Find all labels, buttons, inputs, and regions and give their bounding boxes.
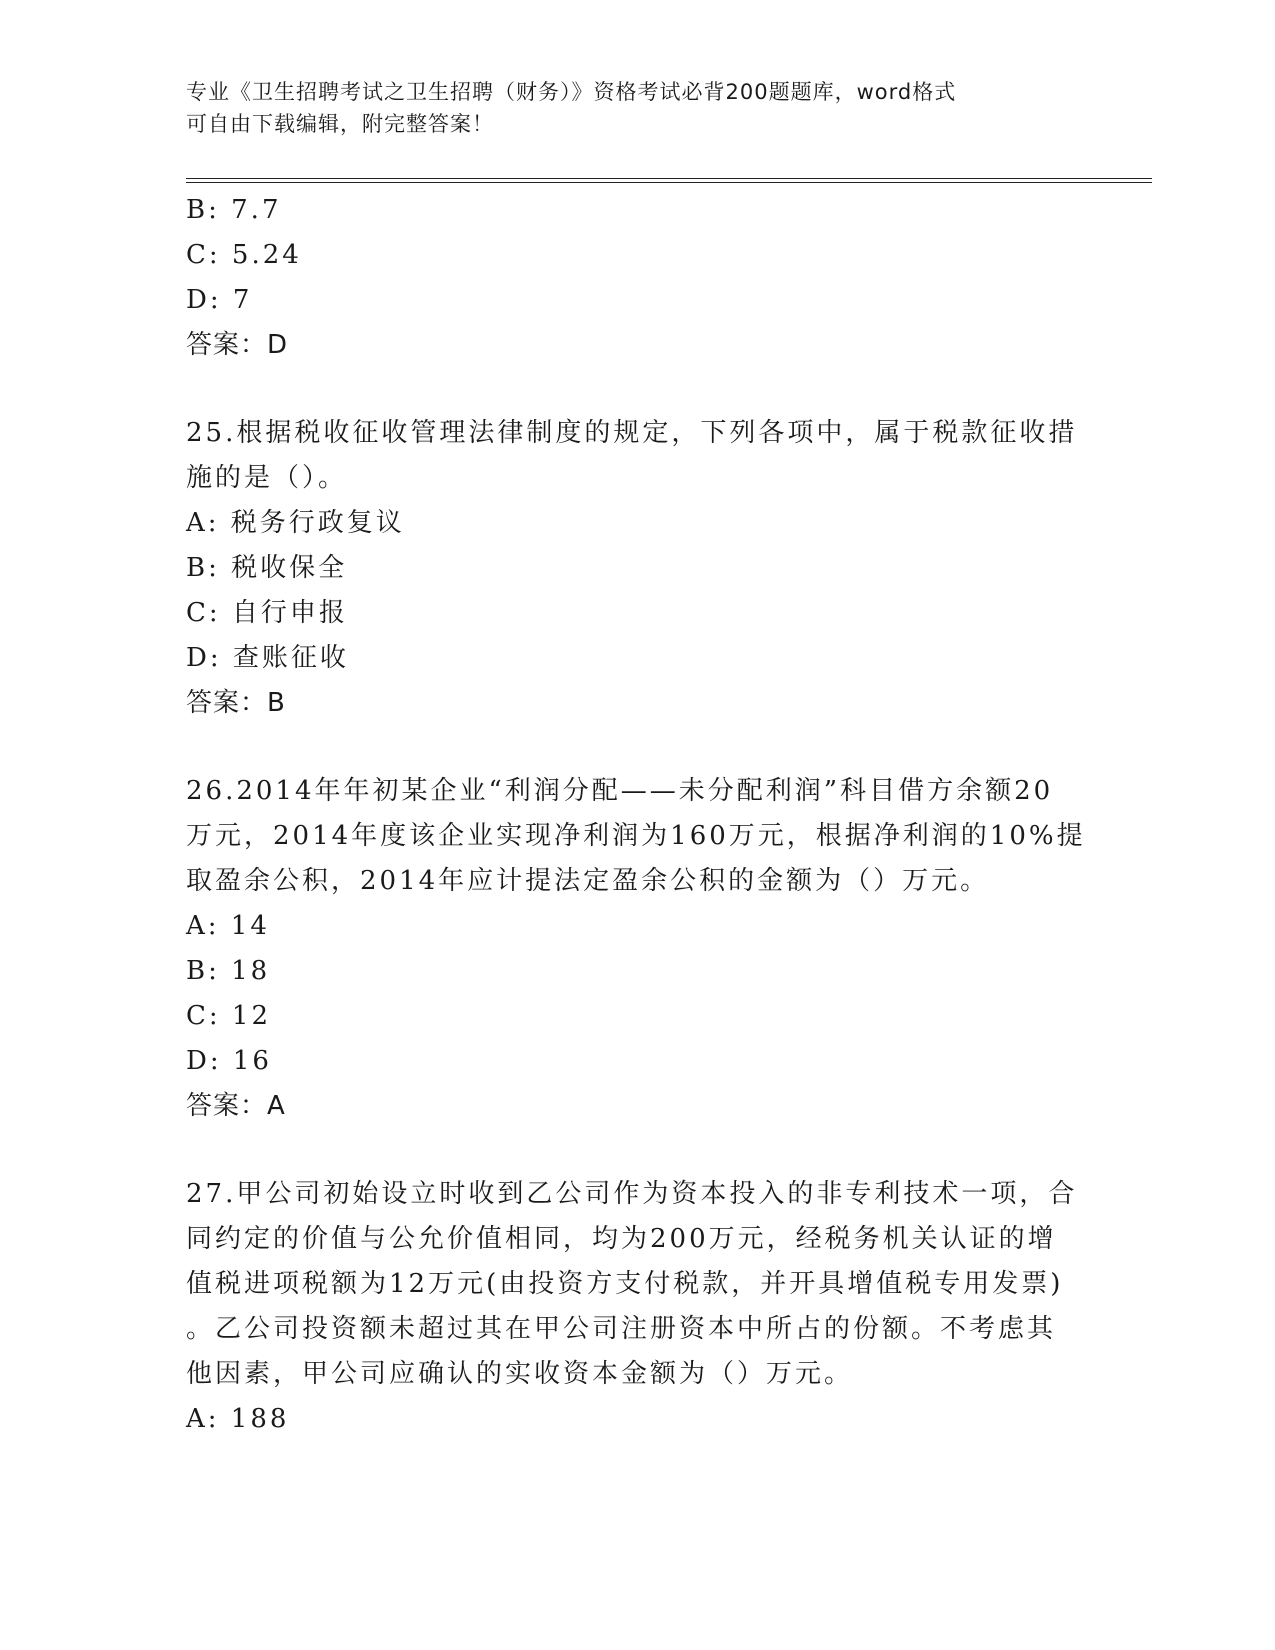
q25-stem-line-2: 施的是（）。 [186,463,348,493]
q26-stem-line-2: 万元，2014年度该企业实现净利润为160万元，根据净利润的10%提 [186,821,1086,851]
question-26 [186,769,1086,1129]
q25-stem-line-1: 25.根据税收征收管理法律制度的规定，下列各项中，属于税款征收措 [186,418,1078,448]
header-line-2: 可自由下载编辑，附完整答案！ [186,112,494,136]
q26-option-a: A: 14 [186,911,270,941]
q26-stem-line-1: 26.2014年年初某企业“利润分配——未分配利润”科目借方余额20 [186,776,1054,806]
question-24 [186,188,1086,368]
header-divider-top [186,178,1152,179]
question-27 [186,1172,1086,1442]
document-header [186,76,1086,140]
question-25 [186,411,1086,726]
document-body [186,188,1086,1442]
q24-answer: 答案：D [186,330,289,360]
q25-answer: 答案：B [186,688,286,718]
header-line-1: 专业《卫生招聘考试之卫生招聘（财务）》资格考试必背200题题库，word格式 [186,80,957,104]
q24-option-d: D: 7 [186,285,253,315]
q27-stem-line-5: 他因素，甲公司应确认的实收资本金额为（）万元。 [186,1359,854,1389]
q25-option-b: B: 税收保全 [186,553,348,583]
q27-stem-line-3: 值税进项税额为12万元(由投资方支付税款，并开具增值税专用发票) [186,1269,1064,1299]
q27-stem-line-1: 27.甲公司初始设立时收到乙公司作为资本投入的非专利技术一项，合 [186,1179,1078,1209]
q25-option-d: D: 查账征收 [186,643,349,673]
q27-stem-line-4: 。乙公司投资额未超过其在甲公司注册资本中所占的份额。不考虑其 [186,1314,1057,1344]
q24-option-b: B: 7.7 [186,195,282,225]
q27-option-a: A: 188 [186,1404,290,1434]
q25-option-a: A: 税务行政复议 [186,508,405,538]
header-divider-bottom [186,182,1152,183]
q26-option-c: C: 12 [186,1001,272,1031]
q26-option-b: B: 18 [186,956,271,986]
q26-answer: 答案：A [186,1091,286,1121]
q27-stem-line-2: 同约定的价值与公允价值相同，均为200万元，经税务机关认证的增 [186,1224,1057,1254]
q26-stem-line-3: 取盈余公积，2014年应计提法定盈余公积的金额为（）万元。 [186,866,990,896]
q25-option-c: C: 自行申报 [186,598,348,628]
q24-option-c: C: 5.24 [186,240,302,270]
q26-option-d: D: 16 [186,1046,272,1076]
